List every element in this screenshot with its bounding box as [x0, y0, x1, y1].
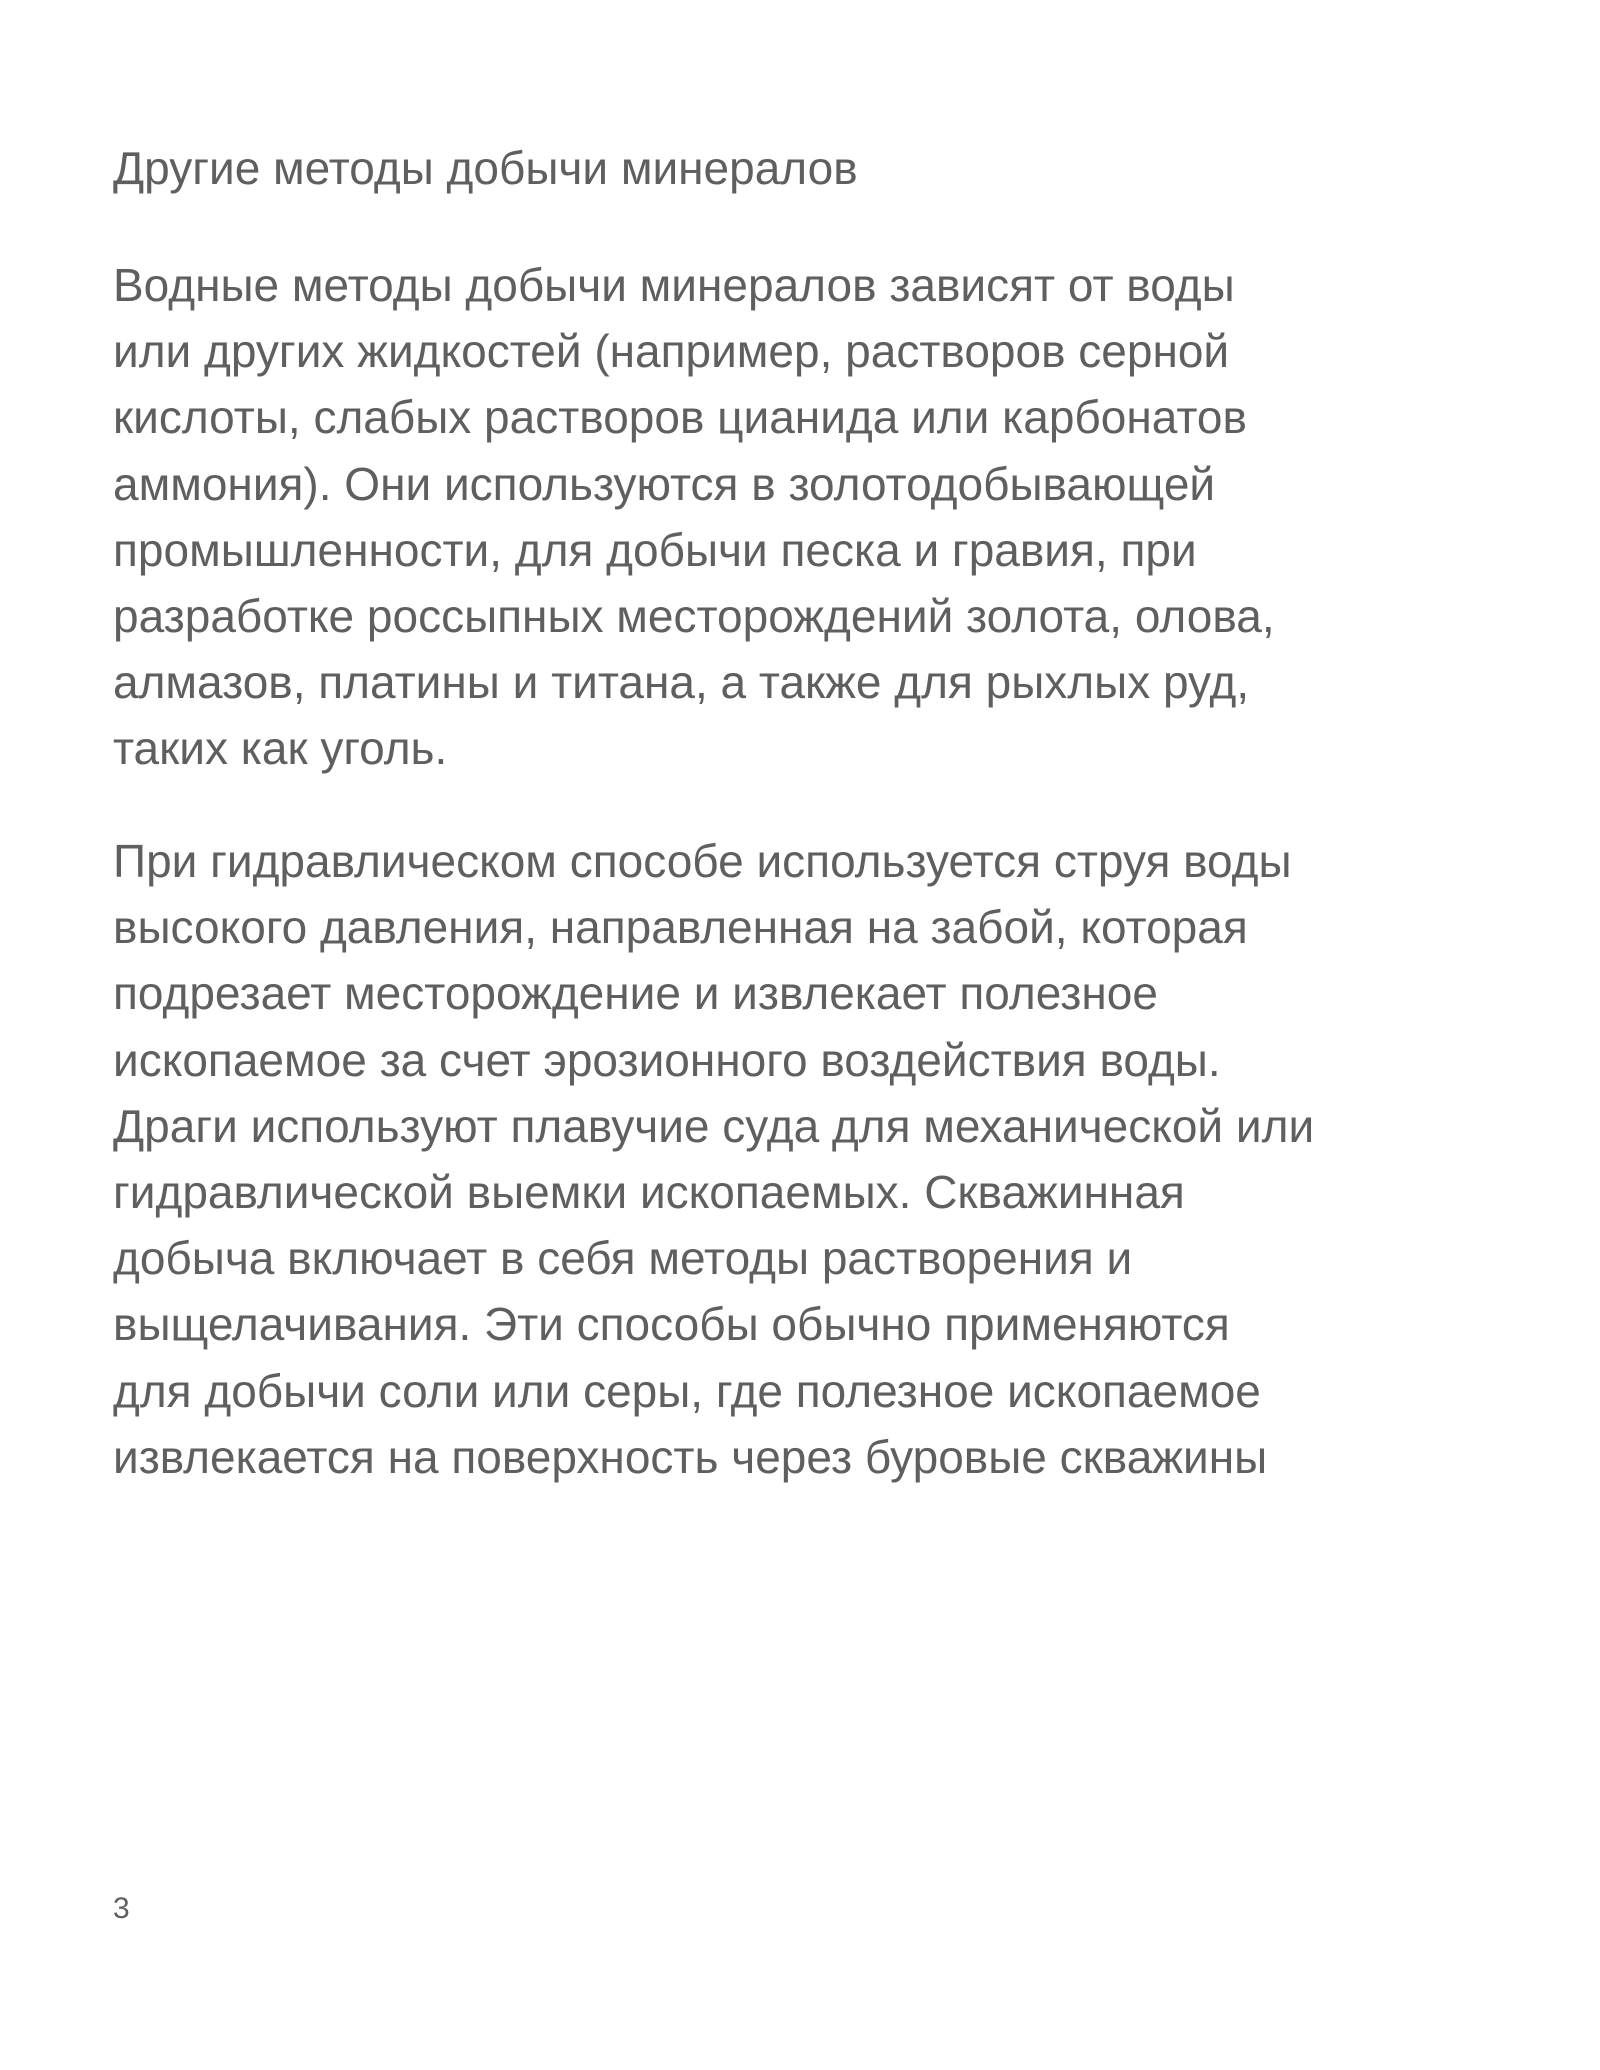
paragraph-line: добыча включает в себя методы растворения и — [113, 1232, 1133, 1285]
paragraph-line: подрезает месторождение и извлекает полезное — [113, 967, 1158, 1020]
paragraph-line: Водные методы добычи минералов зависят от воды — [113, 259, 1235, 311]
paragraph-2 — [113, 828, 1513, 1490]
paragraph-line: При гидравлическом способе используется струя воды — [113, 835, 1292, 887]
page-number: 3 — [113, 1892, 130, 1925]
page-title: Другие методы добычи минералов — [113, 142, 858, 194]
paragraph-line: извлекается на поверхность через буровые скважины — [113, 1430, 1268, 1483]
paragraph-line: ископаемое за счет эрозионного воздействия воды. — [113, 1033, 1221, 1086]
paragraph-line: или других жидкостей (например, растворов серной — [113, 325, 1230, 378]
paragraph-line: разработке россыпных месторождений золота, олова, — [113, 590, 1275, 643]
paragraph-line: алмазов, платины и титана, а также для рыхлых руд, — [113, 656, 1250, 709]
paragraph-1 — [113, 252, 1513, 782]
paragraph-line: выщелачивания. Эти способы обычно применяются — [113, 1298, 1230, 1351]
paragraph-line: аммония). Они используются в золотодобывающей — [113, 457, 1216, 510]
paragraph-line: промышленности, для добычи песка и гравия, при — [113, 523, 1197, 576]
paragraph-line: для добычи соли или серы, где полезное ископаемое — [113, 1364, 1261, 1417]
paragraph-line: кислоты, слабых растворов цианида или карбонатов — [113, 391, 1247, 444]
paragraph-line: Драги используют плавучие суда для механической или — [113, 1099, 1315, 1152]
paragraph-line: таких как уголь. — [113, 722, 448, 775]
paragraph-line: гидравлической выемки ископаемых. Скважинная — [113, 1166, 1185, 1219]
paragraph-line: высокого давления, направленная на забой, которая — [113, 901, 1248, 954]
